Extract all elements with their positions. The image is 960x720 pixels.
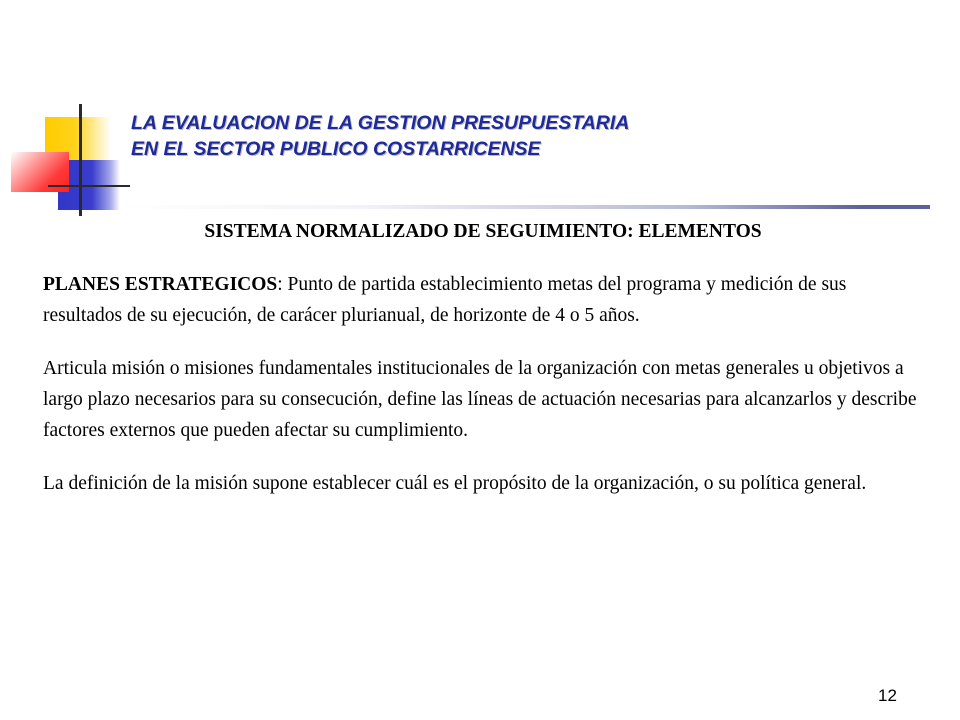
color-squares-logo-icon	[0, 0, 140, 230]
logo-horizontal-line	[48, 185, 130, 187]
slide-content	[43, 216, 923, 521]
slide-title	[131, 110, 629, 162]
title-divider	[120, 205, 930, 209]
page-number: 12	[878, 686, 897, 705]
paragraph-2: Articula misión o misiones fundamentales institucionales de la organización con metas generales u objetivos a largo plazo necesarios para su consecución, define las líneas de actuación necesarias para alcanzarlos y describe factores externos que pueden afectar su cumplimiento.	[43, 358, 917, 441]
section-subtitle: SISTEMA NORMALIZADO DE SEGUIMIENTO: ELEMENTOS	[204, 221, 762, 242]
slide-title-line-2: EN EL SECTOR PUBLICO COSTARRICENSE	[131, 138, 541, 160]
paragraph-planes-estrategicos	[43, 269, 923, 331]
paragraph-1-text: : Punto de partida establecimiento metas del programa y medición de sus resultados de su ejecución, de carácer plurianual, de horizonte de 4 o 5 años.	[43, 274, 847, 326]
slide-title-line-1: LA EVALUACION DE LA GESTION PRESUPUESTARIA	[131, 112, 630, 134]
logo-vertical-line	[79, 104, 82, 216]
term-planes-estrategicos: PLANES ESTRATEGICOS	[43, 274, 278, 295]
paragraph-3: La definición de la misión supone establecer cuál es el propósito de la organización, o su política general.	[43, 473, 867, 494]
